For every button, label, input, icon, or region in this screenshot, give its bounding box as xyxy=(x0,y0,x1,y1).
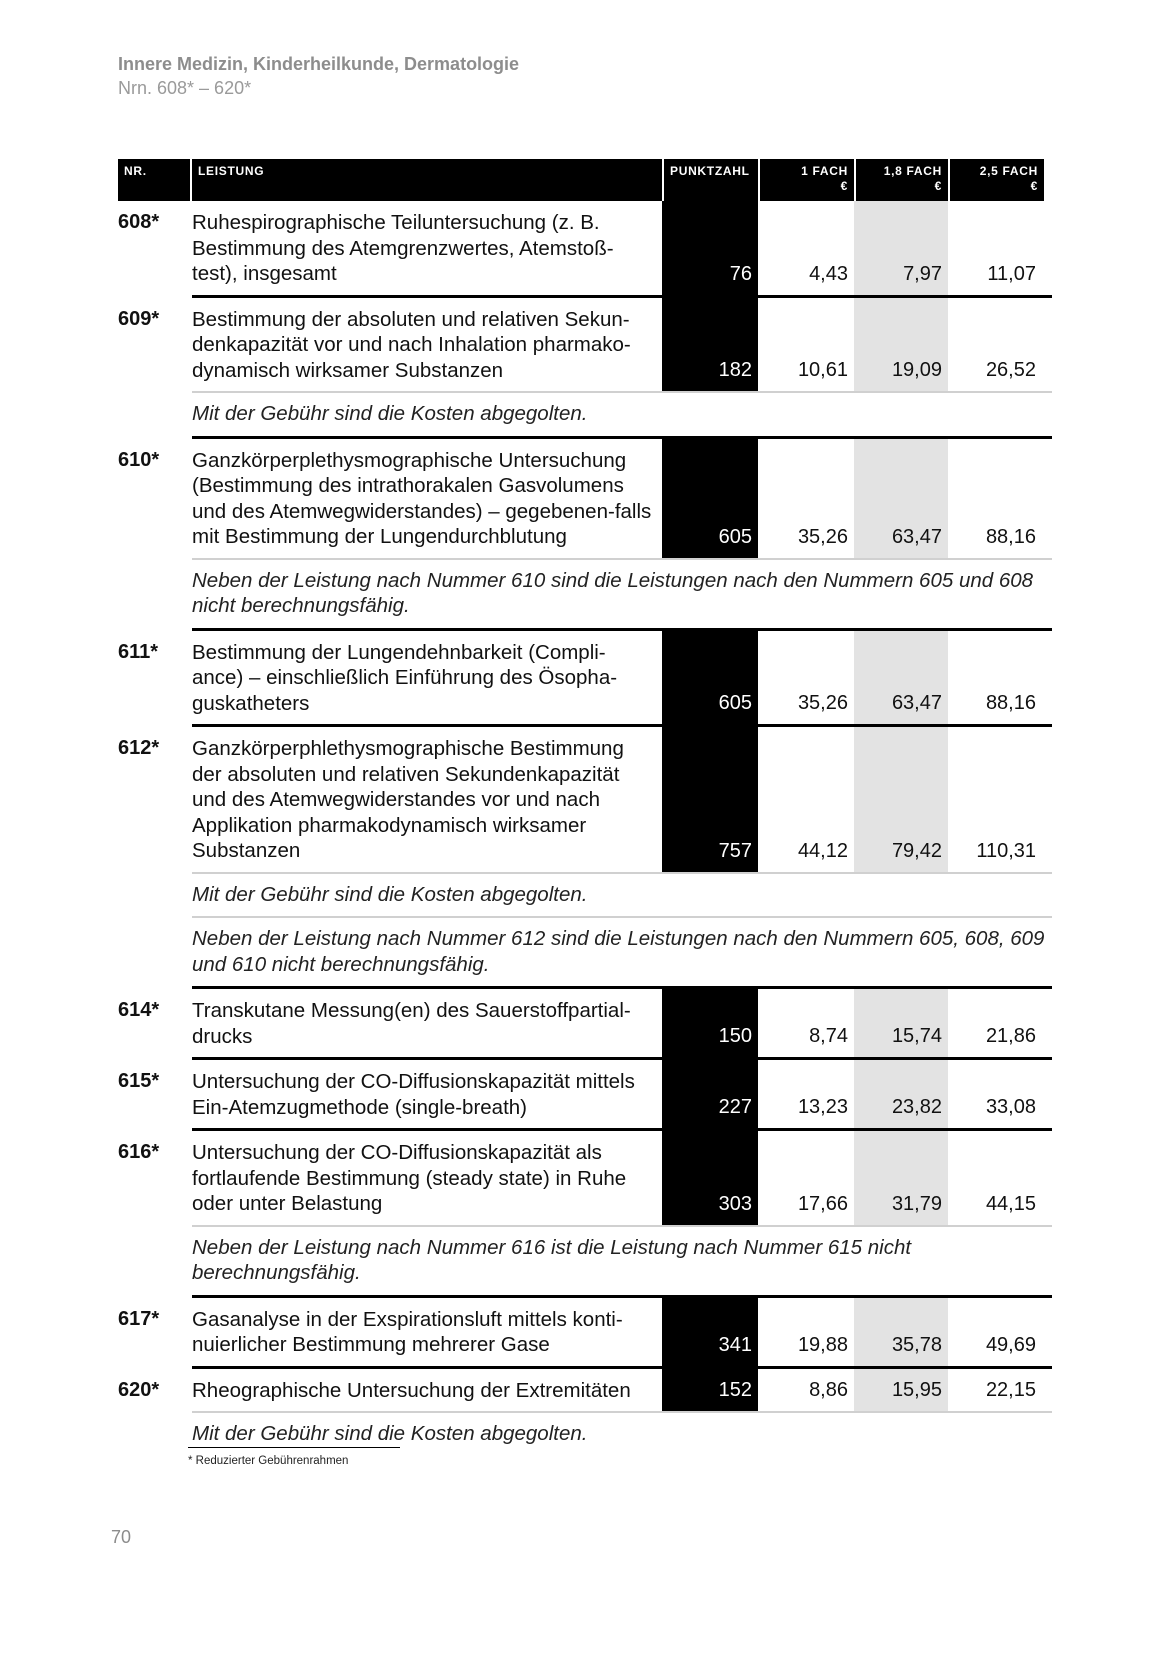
row-note: Neben der Leistung nach Nummer 612 sind die Leistungen nach den Nummern 605, 608, 609 und 610 nicht berechnungsfähig. xyxy=(192,918,1052,989)
row-punktzahl: 182 xyxy=(662,298,758,392)
chapter-title: Innere Medizin, Kinderheilkunde, Dermatologie xyxy=(118,54,520,74)
row-punktzahl: 152 xyxy=(662,1369,758,1412)
table-row xyxy=(118,1131,1052,1227)
row-number: 617* xyxy=(118,1307,160,1330)
row-description: Ganzkörperphlethysmographische Bestimmung der absoluten und relativen Sekundenkapazität und des Atemwegwiderstandes vor und nach Applikation pharmakodynamisch wirksamer Substanzen xyxy=(192,737,624,862)
table-row xyxy=(118,631,1052,728)
footnote: * Reduzierter Gebührenrahmen xyxy=(188,1455,349,1467)
row-2-5-fach: 33,08 xyxy=(985,1096,1036,1118)
row-number: 611* xyxy=(118,640,159,663)
col-header-nr: NR. xyxy=(118,159,190,201)
row-number: 616* xyxy=(118,1141,160,1163)
row-punktzahl: 303 xyxy=(662,1131,758,1225)
row-1-8-fach: 23,82 xyxy=(854,1060,948,1128)
col-header-leistung: LEISTUNG xyxy=(192,159,662,201)
row-punktzahl: 341 xyxy=(662,1298,758,1366)
row-number: 612* xyxy=(118,737,160,759)
row-note: Mit der Gebühr sind die Kosten abgegolten. xyxy=(192,1422,588,1445)
row-1-8-fach: 31,79 xyxy=(854,1131,948,1225)
row-description: Ganzkörperplethysmographische Untersuchung (Bestimmung des intrathorakalen Gasvolumens und des Atemwegwiderstandes) – gegebenen-falls mit Bestimmung der Lungendurchblutung xyxy=(192,448,652,548)
row-1-8-fach: 35,78 xyxy=(854,1298,948,1366)
row-number: 615* xyxy=(118,1070,160,1092)
row-2-5-fach: 22,15 xyxy=(985,1379,1036,1401)
row-number: 609* xyxy=(118,307,160,330)
row-description: Untersuchung der CO-Diffusionskapazität als fortlaufende Bestimmung (steady state) in Ruhe oder unter Belastung xyxy=(192,1141,627,1215)
row-1-8-fach: 63,47 xyxy=(854,631,948,725)
row-1-8-fach: 79,42 xyxy=(854,727,948,872)
row-number: 614* xyxy=(118,999,160,1021)
page-number: 70 xyxy=(111,1527,132,1547)
row-note: Mit der Gebühr sind die Kosten abgegolten. xyxy=(192,393,1052,439)
row-description: Bestimmung der absoluten und relativen Sekun-denkapazität vor und nach Inhalation pharmako-dynamisch wirksamer Substanzen xyxy=(192,307,631,382)
row-note: Mit der Gebühr sind die Kosten abgegolten. xyxy=(192,874,1052,919)
row-description: Transkutane Messung(en) des Sauerstoffpartial-drucks xyxy=(192,999,631,1048)
row-1-fach: 35,26 xyxy=(797,525,848,548)
table-row xyxy=(118,727,1052,874)
fee-table xyxy=(118,159,1052,1456)
page-header xyxy=(118,52,818,100)
row-description: Bestimmung der Lungendehnbarkeit (Compli-ance) – einschließlich Einführung des Ösopha-guskatheters xyxy=(192,640,618,715)
row-number: 620* xyxy=(118,1378,160,1401)
row-2-5-fach: 44,15 xyxy=(985,1192,1036,1215)
row-2-5-fach: 88,16 xyxy=(985,692,1036,714)
row-punktzahl: 76 xyxy=(662,201,758,295)
row-1-fach: 8,74 xyxy=(809,1025,848,1047)
row-2-5-fach: 21,86 xyxy=(985,1025,1036,1047)
row-1-8-fach: 63,47 xyxy=(854,439,948,558)
row-description: Gasanalyse in der Exspirationsluft mittels konti-nuierlicher Bestimmung mehrerer Gase xyxy=(192,1307,623,1356)
row-1-fach: 17,66 xyxy=(797,1192,848,1215)
row-1-fach: 44,12 xyxy=(797,839,848,862)
table-header xyxy=(118,159,1052,201)
footnote-divider xyxy=(188,1447,400,1448)
row-note: Neben der Leistung nach Nummer 610 sind die Leistungen nach den Nummern 605 und 608 nicht berechnungsfähig. xyxy=(192,560,1052,631)
row-1-8-fach: 15,74 xyxy=(854,989,948,1057)
row-1-8-fach: 7,97 xyxy=(854,201,948,295)
table-row xyxy=(118,1060,1052,1131)
row-1-fach: 13,23 xyxy=(797,1096,848,1118)
row-punktzahl: 605 xyxy=(662,631,758,725)
table-row xyxy=(118,989,1052,1060)
row-note: Neben der Leistung nach Nummer 616 ist die Leistung nach Nummer 615 nicht berechnungsfähig. xyxy=(192,1227,1052,1298)
row-1-fach: 35,26 xyxy=(797,692,848,714)
row-number: 608* xyxy=(118,211,160,233)
table-row xyxy=(118,439,1052,560)
row-2-5-fach: 88,16 xyxy=(985,525,1036,548)
row-2-5-fach: 110,31 xyxy=(976,839,1036,862)
row-number: 610* xyxy=(118,448,160,471)
table-row xyxy=(118,298,1052,394)
col-header-1-fach: 1 FACH € xyxy=(760,159,854,201)
col-header-punktzahl: PUNKTZAHL xyxy=(664,159,758,201)
row-punktzahl: 227 xyxy=(662,1060,758,1128)
row-punktzahl: 605 xyxy=(662,439,758,558)
col-header-2-5-fach: 2,5 FACH € xyxy=(950,159,1044,201)
row-1-8-fach: 19,09 xyxy=(854,298,948,392)
row-1-fach: 10,61 xyxy=(797,359,848,381)
row-description: Ruhespirographische Teiluntersuchung (z. B. Bestimmung des Atemgrenzwertes, Atemstoß-test), insgesamt xyxy=(192,211,614,285)
col-header-1-8-fach: 1,8 FACH € xyxy=(856,159,948,201)
row-2-5-fach: 49,69 xyxy=(985,1333,1036,1356)
table-row xyxy=(118,201,1052,298)
table-row xyxy=(118,1369,1052,1414)
table-row xyxy=(118,1298,1052,1369)
number-range: Nrn. 608* – 620* xyxy=(118,78,252,98)
row-1-fach: 4,43 xyxy=(809,262,848,285)
row-description: Rheographische Untersuchung der Extremitäten xyxy=(192,1378,631,1402)
row-1-8-fach: 15,95 xyxy=(854,1369,948,1412)
row-2-5-fach: 26,52 xyxy=(985,359,1036,381)
row-punktzahl: 150 xyxy=(662,989,758,1057)
row-1-fach: 8,86 xyxy=(809,1379,848,1401)
row-2-5-fach: 11,07 xyxy=(987,262,1036,285)
row-description: Untersuchung der CO-Diffusionskapazität mittels Ein-Atemzugmethode (single-breath) xyxy=(192,1070,635,1119)
row-punktzahl: 757 xyxy=(662,727,758,872)
row-1-fach: 19,88 xyxy=(797,1333,848,1356)
